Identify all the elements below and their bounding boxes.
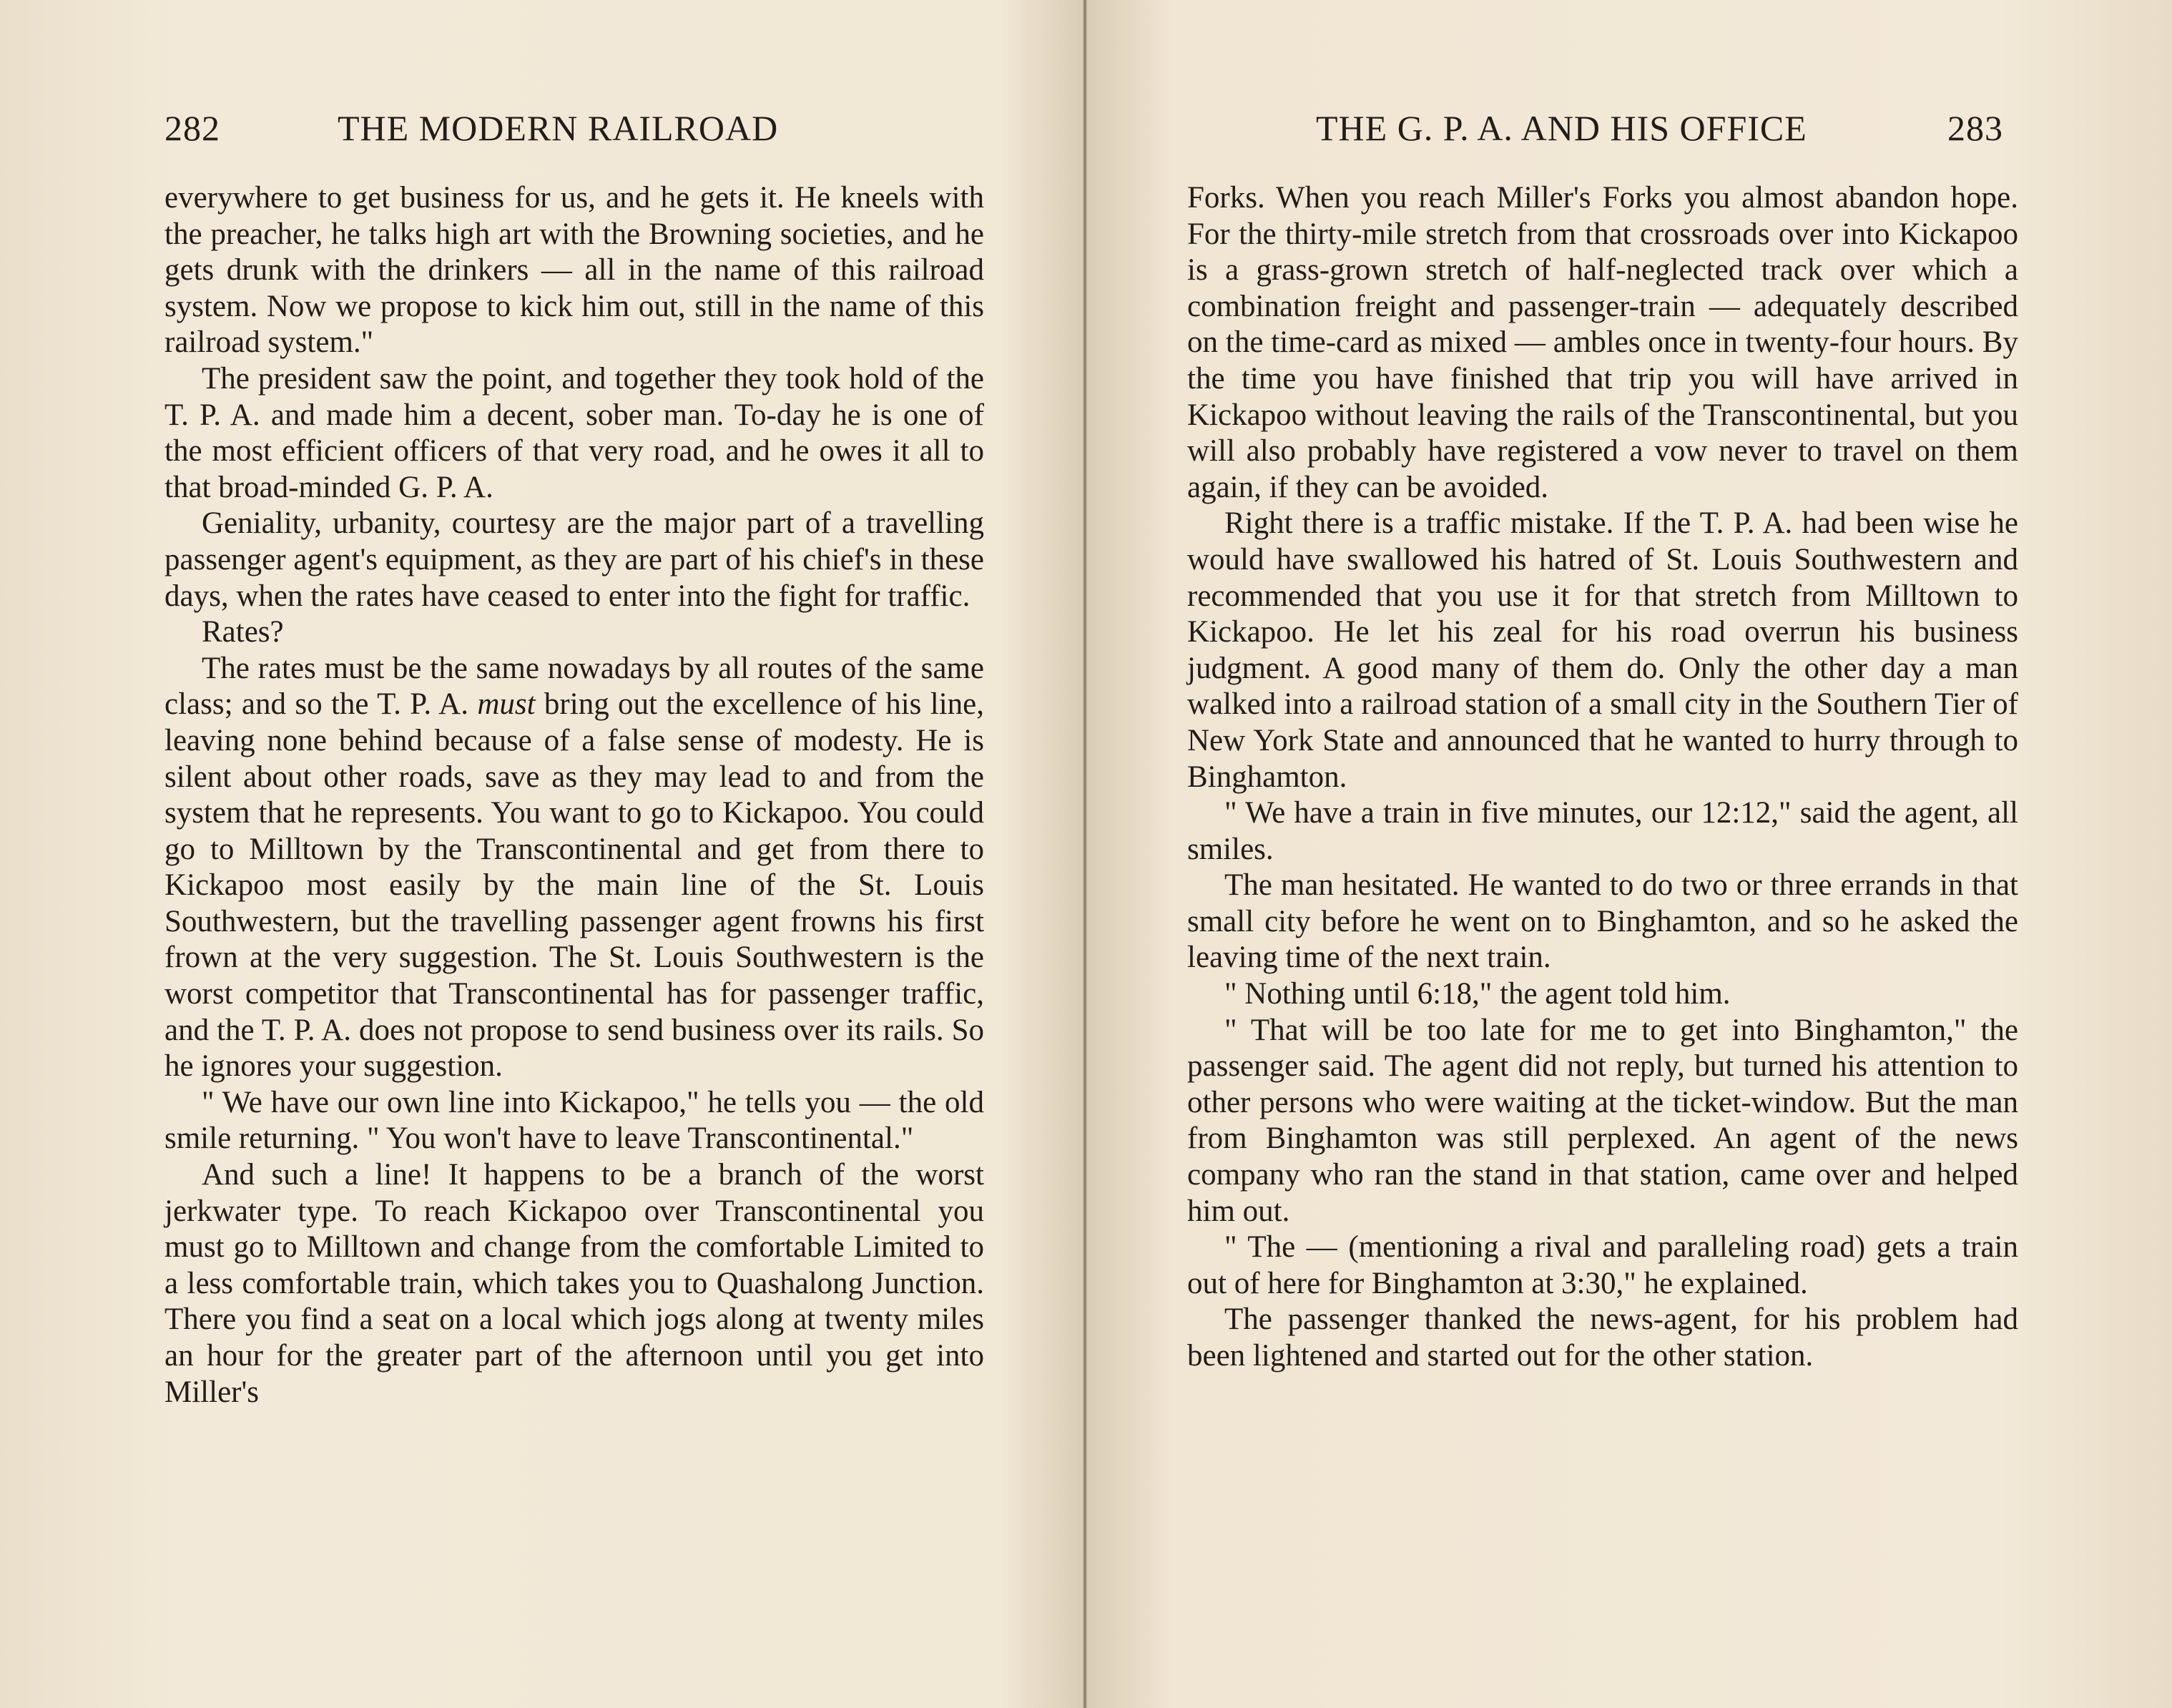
page-number: 282 (164, 108, 220, 148)
emphasis: must (477, 687, 536, 722)
paragraph: The man hesitated. He wanted to do two or three errands in that small city before he went on to Binghamton, and so he asked the leaving time of the next train. (1187, 868, 2018, 975)
left-page (0, 0, 1083, 1708)
paragraph: Rates? (202, 615, 284, 649)
page-body (1187, 180, 2018, 1375)
paragraph: " That will be too late for me to get into Binghamton," the passenger said. The agent did not reply, but turned his attention to other persons who were waiting at the ticket-window. But the man from Binghamton was still perplexed. An agent of the news company who ran the stand in that station, came over and helped him out. (1187, 1013, 2018, 1228)
page-body (164, 180, 984, 1410)
paragraph: " Nothing until 6:18," the agent told him. (1224, 977, 1731, 1011)
running-title: THE MODERN RAILROAD (338, 108, 779, 148)
paragraph: And such a line! It happens to be a branch of the worst jerkwater type. To reach Kickapoo over Transcontinental you must go to Milltown and change from the comfortable Limited to a less comfortable train, which takes you to Quashalong Junction. There you find a seat on a local which jogs along at twenty miles an hour for the greater part of the afternoon until you get into Miller's (164, 1158, 984, 1409)
page-number: 283 (1947, 108, 2003, 148)
paragraph: Geniality, urbanity, courtesy are the major part of a travelling passenger agent's equipment, as they are part of his chief's in these days, when the rates have ceased to enter into the fight for traffic. (164, 506, 984, 613)
paragraph: Right there is a traffic mistake. If the T. P. A. had been wise he would have swallowed his hatred of St. Louis Southwestern and recommended that you use it for that stretch from Milltown to Kickapoo. He let his zeal for his road overrun his business judgment. A good many of them do. Only the other day a man walked into a railroad station of a small city in the Southern Tier of New York State and announced that he wanted to hurry through to Binghamton. (1187, 506, 2018, 794)
paragraph: The president saw the point, and together they took hold of the T. P. A. and made him a decent, sober man. To-day he is one of the most efficient officers of that very road, and he owes it all to that broad-minded G. P. A. (164, 361, 984, 504)
paragraph (164, 651, 984, 1085)
text-run: bring out the excellence of his line, leaving none behind because of a false sense of modesty. He is silent about other roads, save as they may lead to and from the system that he represents. You want to go to Kickapoo. You could go to Milltown by the Transcontinental and get from there to Kickapoo most easily by the main line of the St. Louis Southwestern, but the travelling passenger agent frowns his first frown at the very suggestion. The St. Louis Southwestern is the worst competitor that Transcontinental has for passenger traffic, and the T. P. A. does not propose to send business over its rails. So he ignores your suggestion. (164, 687, 984, 1084)
paragraph: everywhere to get business for us, and he gets it. He kneels with the preacher, he talks high art with the Browning societies, and he gets drunk with the drinkers — all in the name of this railroad system. Now we propose to kick him out, still in the name of this railroad system." (164, 181, 984, 360)
paragraph: The passenger thanked the news-agent, for his problem had been lightened and started out for the other station. (1187, 1302, 2018, 1373)
running-title: THE G. P. A. AND HIS OFFICE (1316, 108, 1807, 148)
paragraph: " We have our own line into Kickapoo," he tells you — the old smile returning. " You won't have to leave Transcontinental." (164, 1085, 984, 1156)
paragraph: " We have a train in five minutes, our 12:12," said the agent, all smiles. (1187, 796, 2018, 866)
right-page (1087, 0, 2172, 1708)
paragraph: " The — (mentioning a rival and paralleling road) gets a train out of here for Binghamton at 3:30," he explained. (1187, 1230, 2018, 1300)
paragraph: Forks. When you reach Miller's Forks you almost abandon hope. For the thirty-mile stretch from that crossroads over into Kickapoo is a grass-grown stretch of half-neglected track over which a combination freight and passenger-train — adequately described on the time-card as mixed — ambles once in twenty-four hours. By the time you have finished that trip you will have arrived in Kickapoo without leaving the rails of the Transcontinental, but you will also probably have registered a vow never to travel on them again, if they can be avoided. (1187, 181, 2018, 504)
text-run: The rates must be the same nowadays by all routes of the same class; and so the T. P. A. (164, 651, 984, 722)
